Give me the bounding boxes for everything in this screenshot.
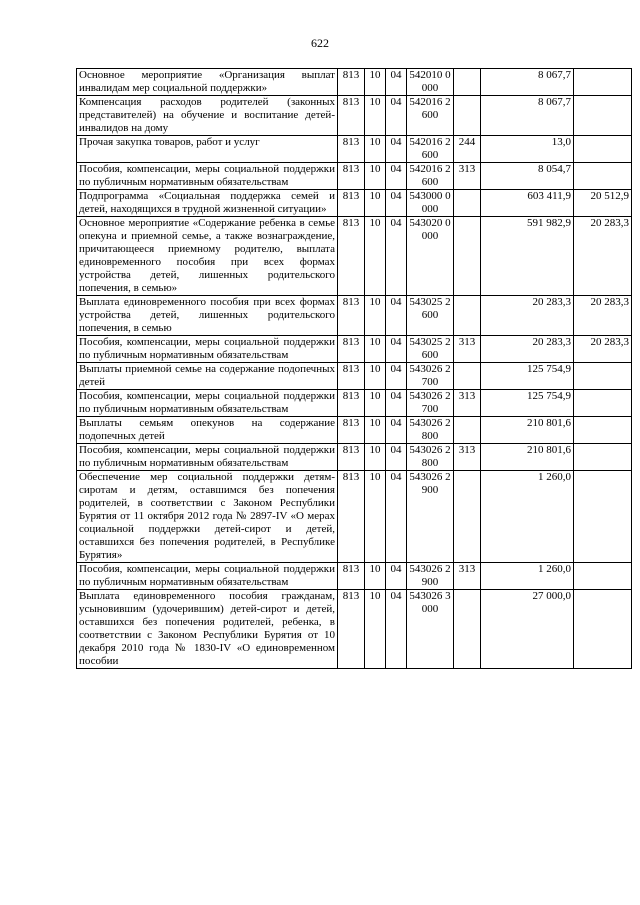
subsection-code: 04 — [386, 136, 407, 163]
expense-type-code — [454, 471, 481, 563]
expense-type-code — [454, 190, 481, 217]
amount-value: 1 260,0 — [481, 471, 574, 563]
subsection-code: 04 — [386, 444, 407, 471]
extra-amount-value — [574, 136, 632, 163]
extra-amount-value — [574, 69, 632, 96]
section-code: 10 — [365, 390, 386, 417]
ministry-code: 813 — [338, 563, 365, 590]
target-code: 542016 2600 — [407, 136, 454, 163]
target-code: 543020 0000 — [407, 217, 454, 296]
ministry-code: 813 — [338, 190, 365, 217]
subsection-code: 04 — [386, 190, 407, 217]
section-code: 10 — [365, 190, 386, 217]
target-code: 543000 0000 — [407, 190, 454, 217]
extra-amount-value: 20 283,3 — [574, 217, 632, 296]
subsection-code: 04 — [386, 563, 407, 590]
section-code: 10 — [365, 363, 386, 390]
row-name: Пособия, компенсации, меры социальной поддержки по публичным нормативным обязательствам — [77, 563, 338, 590]
extra-amount-value: 20 512,9 — [574, 190, 632, 217]
target-code: 543026 2700 — [407, 390, 454, 417]
table-row — [77, 363, 632, 390]
ministry-code: 813 — [338, 136, 365, 163]
row-name: Прочая закупка товаров, работ и услуг — [77, 136, 338, 163]
ministry-code: 813 — [338, 69, 365, 96]
amount-value: 125 754,9 — [481, 390, 574, 417]
table-row — [77, 296, 632, 336]
expense-type-code: 313 — [454, 444, 481, 471]
subsection-code: 04 — [386, 590, 407, 669]
table-row — [77, 444, 632, 471]
ministry-code: 813 — [338, 217, 365, 296]
extra-amount-value — [574, 590, 632, 669]
row-name: Пособия, компенсации, меры социальной поддержки по публичным нормативным обязательствам — [77, 163, 338, 190]
table-row — [77, 69, 632, 96]
section-code: 10 — [365, 444, 386, 471]
expense-type-code — [454, 363, 481, 390]
target-code: 543026 2800 — [407, 417, 454, 444]
expense-type-code — [454, 590, 481, 669]
amount-value: 8 054,7 — [481, 163, 574, 190]
ministry-code: 813 — [338, 96, 365, 136]
target-code: 543026 2700 — [407, 363, 454, 390]
target-code: 543026 2800 — [407, 444, 454, 471]
subsection-code: 04 — [386, 363, 407, 390]
row-name: Основное мероприятие «Организация выплат инвалидам мер социальной поддержки» — [77, 69, 338, 96]
table-row — [77, 96, 632, 136]
target-code: 542016 2600 — [407, 96, 454, 136]
expense-type-code: 313 — [454, 336, 481, 363]
amount-value: 125 754,9 — [481, 363, 574, 390]
subsection-code: 04 — [386, 336, 407, 363]
extra-amount-value: 20 283,3 — [574, 296, 632, 336]
section-code: 10 — [365, 217, 386, 296]
amount-value: 8 067,7 — [481, 69, 574, 96]
section-code: 10 — [365, 563, 386, 590]
target-code: 543025 2600 — [407, 336, 454, 363]
row-name: Основное мероприятие «Содержание ребенка в семье опекуна и приемной семье, а также вознаграждение, причитающееся приемному родителю, выплата единовременного пособия при всех формах устройства детей, лишенных родительского попечения, в семью» — [77, 217, 338, 296]
section-code: 10 — [365, 136, 386, 163]
ministry-code: 813 — [338, 417, 365, 444]
table-row — [77, 163, 632, 190]
ministry-code: 813 — [338, 296, 365, 336]
extra-amount-value — [574, 444, 632, 471]
section-code: 10 — [365, 336, 386, 363]
extra-amount-value — [574, 390, 632, 417]
ministry-code: 813 — [338, 590, 365, 669]
subsection-code: 04 — [386, 96, 407, 136]
row-name: Выплаты приемной семье на содержание подопечных детей — [77, 363, 338, 390]
expense-type-code: 313 — [454, 163, 481, 190]
row-name: Выплата единовременного пособия гражданам, усыновившим (удочерившим) детей-сирот и детей, оставшихся без попечения родителей, ребенка, в соответствии с Законом Республики Бурятия от 10 декабря 2010 года № 1830-IV «О единовременном пособии — [77, 590, 338, 669]
row-name: Пособия, компенсации, меры социальной поддержки по публичным нормативным обязательствам — [77, 390, 338, 417]
expense-type-code: 244 — [454, 136, 481, 163]
extra-amount-value — [574, 563, 632, 590]
row-name: Выплата единовременного пособия при всех формах устройства детей, лишенных родительского попечения, в семью — [77, 296, 338, 336]
amount-value: 20 283,3 — [481, 296, 574, 336]
subsection-code: 04 — [386, 417, 407, 444]
table-row — [77, 471, 632, 563]
row-name: Обеспечение мер социальной поддержки детям-сиротам и детям, оставшимся без попечения родителей, в соответствии с Законом Республики Бурятия от 11 октября 2012 года № 2897-IV «О мерах социальной поддержки детей-сирот и детей, оставшихся без попечения родителей, в Республике Бурятия» — [77, 471, 338, 563]
table-row — [77, 390, 632, 417]
ministry-code: 813 — [338, 336, 365, 363]
table-row — [77, 417, 632, 444]
amount-value: 1 260,0 — [481, 563, 574, 590]
extra-amount-value: 20 283,3 — [574, 336, 632, 363]
amount-value: 27 000,0 — [481, 590, 574, 669]
expense-type-code — [454, 296, 481, 336]
expense-type-code — [454, 417, 481, 444]
target-code: 543026 3000 — [407, 590, 454, 669]
extra-amount-value — [574, 163, 632, 190]
ministry-code: 813 — [338, 390, 365, 417]
target-code: 543026 2900 — [407, 471, 454, 563]
section-code: 10 — [365, 163, 386, 190]
subsection-code: 04 — [386, 217, 407, 296]
ministry-code: 813 — [338, 363, 365, 390]
amount-value: 591 982,9 — [481, 217, 574, 296]
target-code: 543026 2900 — [407, 563, 454, 590]
row-name: Пособия, компенсации, меры социальной поддержки по публичным нормативным обязательствам — [77, 336, 338, 363]
table-row — [77, 336, 632, 363]
amount-value: 210 801,6 — [481, 444, 574, 471]
budget-table — [76, 68, 632, 669]
expense-type-code — [454, 217, 481, 296]
expense-type-code: 313 — [454, 390, 481, 417]
subsection-code: 04 — [386, 296, 407, 336]
row-name: Компенсация расходов родителей (законных представителей) на обучение и воспитание детей-инвалидов на дому — [77, 96, 338, 136]
target-code: 542010 0000 — [407, 69, 454, 96]
page-number: 622 — [311, 36, 329, 50]
ministry-code: 813 — [338, 444, 365, 471]
row-name: Выплаты семьям опекунов на содержание подопечных детей — [77, 417, 338, 444]
section-code: 10 — [365, 471, 386, 563]
section-code: 10 — [365, 96, 386, 136]
expense-type-code — [454, 69, 481, 96]
table-row — [77, 217, 632, 296]
extra-amount-value — [574, 471, 632, 563]
amount-value: 603 411,9 — [481, 190, 574, 217]
target-code: 542016 2600 — [407, 163, 454, 190]
amount-value: 8 067,7 — [481, 96, 574, 136]
row-name: Подпрограмма «Социальная поддержка семей и детей, находящихся в трудной жизненной ситуации» — [77, 190, 338, 217]
ministry-code: 813 — [338, 163, 365, 190]
amount-value: 20 283,3 — [481, 336, 574, 363]
amount-value: 13,0 — [481, 136, 574, 163]
target-code: 543025 2600 — [407, 296, 454, 336]
section-code: 10 — [365, 590, 386, 669]
subsection-code: 04 — [386, 390, 407, 417]
table-row — [77, 563, 632, 590]
subsection-code: 04 — [386, 471, 407, 563]
table-body — [77, 69, 632, 669]
extra-amount-value — [574, 417, 632, 444]
extra-amount-value — [574, 363, 632, 390]
table-row — [77, 136, 632, 163]
section-code: 10 — [365, 417, 386, 444]
expense-type-code — [454, 96, 481, 136]
row-name: Пособия, компенсации, меры социальной поддержки по публичным нормативным обязательствам — [77, 444, 338, 471]
table-row — [77, 190, 632, 217]
section-code: 10 — [365, 69, 386, 96]
table-row — [77, 590, 632, 669]
ministry-code: 813 — [338, 471, 365, 563]
expense-type-code: 313 — [454, 563, 481, 590]
subsection-code: 04 — [386, 163, 407, 190]
subsection-code: 04 — [386, 69, 407, 96]
extra-amount-value — [574, 96, 632, 136]
section-code: 10 — [365, 296, 386, 336]
amount-value: 210 801,6 — [481, 417, 574, 444]
